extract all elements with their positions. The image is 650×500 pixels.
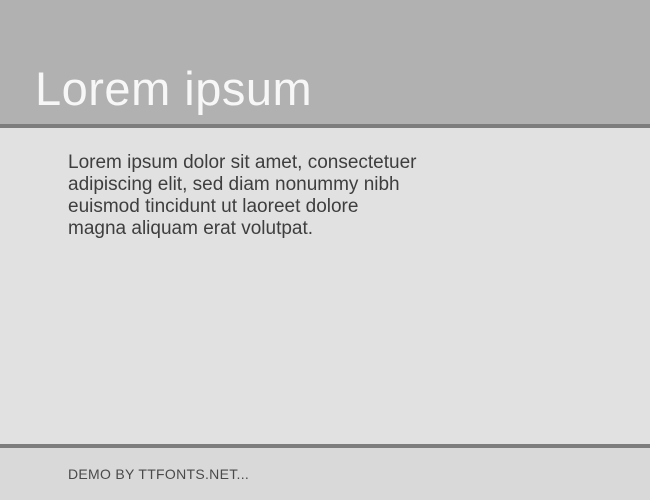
sample-line: adipiscing elit, sed diam nonummy nibh xyxy=(68,174,400,195)
body-section xyxy=(0,128,650,448)
footer-credit: DEMO BY TTFONTS.NET... xyxy=(68,466,250,482)
page-title: Lorem ipsum xyxy=(35,62,313,115)
sample-line: magna aliquam erat volutpat. xyxy=(68,218,314,239)
header-band xyxy=(0,0,650,128)
sample-paragraph xyxy=(0,128,650,240)
sample-line: euismod tincidunt ut laoreet dolore xyxy=(68,196,359,217)
sample-line: Lorem ipsum dolor sit amet, consectetuer xyxy=(68,152,417,173)
footer-band xyxy=(0,448,650,500)
